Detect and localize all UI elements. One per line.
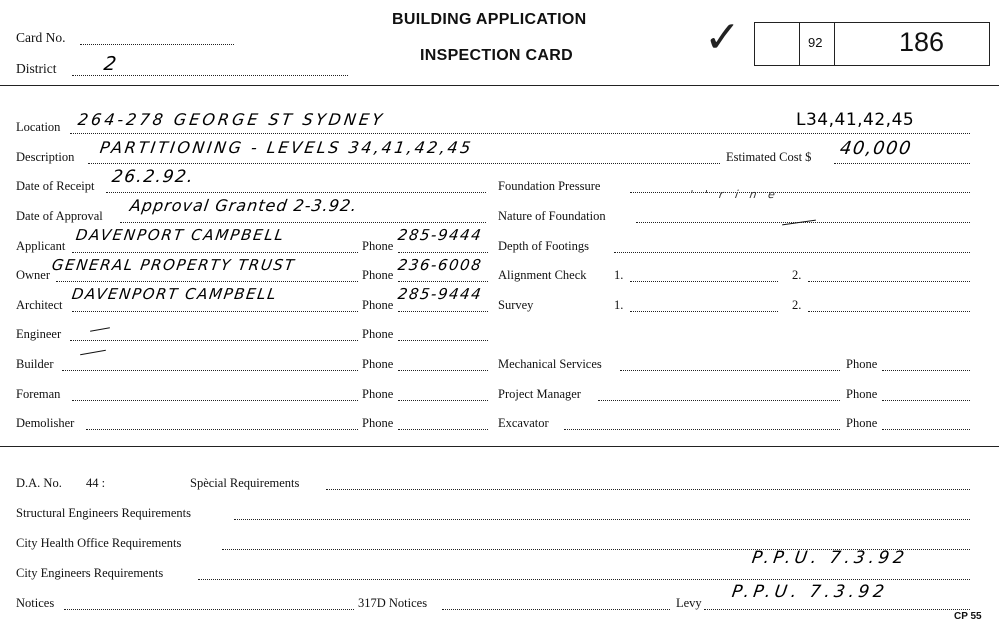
- location-label: Location: [16, 120, 61, 134]
- card-no-label: Card No.: [16, 30, 66, 45]
- depth-footings-dotline: [614, 252, 970, 253]
- alignment-check-num2: 2.: [792, 268, 802, 282]
- alignment-check-num1: 1.: [614, 268, 624, 282]
- structural-dotline: [234, 519, 970, 520]
- card-no-dotline: [80, 44, 234, 45]
- survey-dotline2: [808, 311, 970, 312]
- city-engineers-label: City Engineers Requirements: [16, 566, 164, 580]
- mechanical-label: Mechanical Services: [498, 357, 602, 371]
- project-manager-label: Project Manager: [498, 387, 581, 401]
- special-requirements-label: Spècial Requirements: [190, 476, 300, 490]
- district-label: District: [16, 61, 57, 76]
- demolisher-phone-label: Phone: [362, 416, 394, 430]
- estimated-cost-label: Estimated Cost $: [726, 150, 812, 164]
- applicant-phone-label: Phone: [362, 239, 394, 253]
- levy-value: P.P.U. 7.3.92: [730, 582, 890, 602]
- depth-footings-label: Depth of Footings: [498, 239, 589, 253]
- form-title-line1: BUILDING APPLICATION: [392, 11, 587, 28]
- architect-dotline: [72, 311, 358, 312]
- city-engineers-dotline: [198, 579, 970, 580]
- structural-label: Structural Engineers Requirements: [16, 506, 191, 520]
- survey-num1: 1.: [614, 298, 624, 312]
- mechanical-phone-dotline: [882, 370, 970, 371]
- card-box-blank: [754, 22, 800, 66]
- estimated-cost-value: 40,000: [838, 138, 914, 159]
- survey-dotline1: [630, 311, 778, 312]
- estimated-cost-dotline: [834, 163, 970, 164]
- notices-317d-dotline: [442, 609, 670, 610]
- architect-label: Architect: [16, 298, 63, 312]
- engineer-label: Engineer: [16, 327, 62, 341]
- alignment-check-dotline2: [808, 281, 970, 282]
- survey-num2: 2.: [792, 298, 802, 312]
- builder-dotline: [62, 370, 358, 371]
- builder-label: Builder: [16, 357, 54, 371]
- location-dotline: [70, 133, 970, 134]
- engineer-dotline: [70, 340, 358, 341]
- applicant-value: DAVENPORT CAMPBELL: [74, 226, 287, 244]
- form-title-line2: INSPECTION CARD: [420, 47, 573, 64]
- special-requirements-dotline: [326, 489, 970, 490]
- engineer-phone-dotline: [398, 340, 488, 341]
- nature-foundation-label: Nature of Foundation: [498, 209, 606, 223]
- notices-317d-label: 317D Notices: [358, 596, 428, 610]
- location-value: 264-278 GEORGE ST SYDNEY: [76, 110, 387, 129]
- nature-foundation-value: ' ' r i n e: [689, 188, 780, 201]
- description-dotline: [88, 163, 720, 164]
- project-manager-phone-label: Phone: [846, 387, 878, 401]
- foreman-phone-label: Phone: [362, 387, 394, 401]
- card-box-large: [834, 22, 990, 66]
- description-label: Description: [16, 150, 75, 164]
- check-mark-icon: ✓: [704, 12, 741, 63]
- architect-phone: 285-9444: [396, 285, 484, 303]
- city-engineers-value: P.P.U. 7.3.92: [750, 548, 910, 568]
- project-manager-dotline: [598, 400, 840, 401]
- foreman-dotline: [72, 400, 358, 401]
- levy-label: Levy: [676, 596, 702, 610]
- foundation-pressure-dotline: [630, 192, 970, 193]
- card-box-small: [798, 22, 835, 66]
- foreman-label: Foreman: [16, 387, 61, 401]
- owner-label: Owner: [16, 268, 51, 282]
- notices-dotline: [64, 609, 354, 610]
- district-value: 2: [102, 53, 120, 75]
- mechanical-dotline: [620, 370, 840, 371]
- date-approval-dotline: [120, 222, 486, 223]
- applicant-phone: 285-9444: [396, 226, 484, 244]
- alignment-check-label: Alignment Check: [498, 268, 587, 282]
- builder-phone-dotline: [398, 370, 488, 371]
- architect-value: DAVENPORT CAMPBELL: [70, 285, 279, 303]
- da-no-label: D.A. No.: [16, 476, 62, 490]
- description-value: PARTITIONING - LEVELS 34,41,42,45: [98, 138, 475, 157]
- district-dotline: [72, 75, 348, 76]
- excavator-label: Excavator: [498, 416, 549, 430]
- demolisher-label: Demolisher: [16, 416, 75, 430]
- excavator-phone-dotline: [882, 429, 970, 430]
- applicant-phone-dotline: [398, 252, 488, 253]
- architect-phone-label: Phone: [362, 298, 394, 312]
- excavator-dotline: [564, 429, 840, 430]
- da-no-value: 44 :: [86, 476, 106, 490]
- owner-value: GENERAL PROPERTY TRUST: [50, 256, 297, 274]
- date-receipt-value: 26.2.92.: [110, 167, 196, 187]
- form-code: CP 55: [954, 611, 982, 622]
- mechanical-phone-label: Phone: [846, 357, 878, 371]
- owner-phone-label: Phone: [362, 268, 394, 282]
- notices-label: Notices: [16, 596, 55, 610]
- owner-phone: 236-6008: [396, 256, 484, 274]
- header-divider: [0, 85, 999, 86]
- applicant-label: Applicant: [16, 239, 66, 253]
- alignment-check-dotline1: [630, 281, 778, 282]
- applicant-dotline: [72, 252, 358, 253]
- main-divider: [0, 446, 999, 447]
- survey-label: Survey: [498, 298, 534, 312]
- engineer-dash: [90, 327, 110, 331]
- excavator-phone-label: Phone: [846, 416, 878, 430]
- owner-phone-dotline: [398, 281, 488, 282]
- date-approval-label: Date of Approval: [16, 209, 103, 223]
- demolisher-phone-dotline: [398, 429, 488, 430]
- owner-dotline: [56, 281, 358, 282]
- builder-phone-label: Phone: [362, 357, 394, 371]
- health-label: City Health Office Requirements: [16, 536, 182, 550]
- project-manager-phone-dotline: [882, 400, 970, 401]
- date-receipt-dotline: [106, 192, 486, 193]
- architect-phone-dotline: [398, 311, 488, 312]
- date-receipt-label: Date of Receipt: [16, 179, 95, 193]
- card-box-small-value: 92: [808, 35, 823, 50]
- demolisher-dotline: [86, 429, 358, 430]
- levy-dotline: [704, 609, 970, 610]
- card-number: 186: [899, 27, 945, 57]
- engineer-phone-label: Phone: [362, 327, 394, 341]
- builder-dash: [80, 350, 106, 355]
- foundation-pressure-label: Foundation Pressure: [498, 179, 601, 193]
- date-approval-value: Approval Granted 2-3.92.: [128, 196, 359, 215]
- lots-value: L34,41,42,45: [796, 110, 915, 130]
- foreman-phone-dotline: [398, 400, 488, 401]
